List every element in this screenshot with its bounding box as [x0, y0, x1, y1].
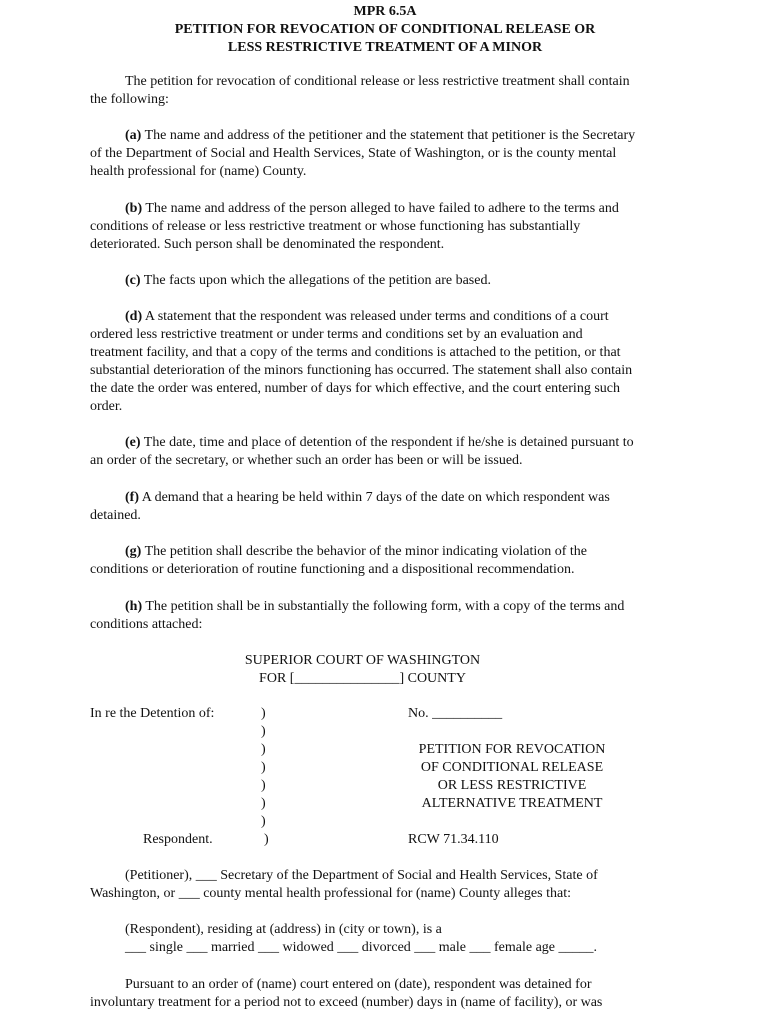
court-county: FOR [_______________] COUNTY [259, 671, 466, 686]
caption-paren: ) [264, 832, 269, 847]
rule-number: MPR 6.5A [353, 4, 417, 19]
item-line: treatment facility, and that a copy of the terms and conditions is attached to the petition, or that [90, 345, 621, 360]
case-number-label: No. __________ [408, 706, 503, 721]
item-line: conditions attached: [90, 617, 203, 632]
caption-title-line: OR LESS RESTRICTIVE [437, 778, 587, 793]
item-line: detained. [90, 508, 141, 523]
court-heading [200, 652, 525, 688]
petitioner-paragraph [90, 867, 680, 903]
item-g [90, 543, 680, 579]
caption-paren: ) [261, 706, 266, 721]
item-marker: (h) [125, 599, 143, 614]
item-d [90, 308, 680, 416]
in-re-label: In re the Detention of: [90, 706, 215, 721]
item-line: A statement that the respondent was released under terms and conditions of a court [144, 309, 609, 324]
caption-paren: ) [261, 814, 266, 829]
item-line: health professional for (name) County. [90, 164, 307, 179]
respondent-label: Respondent. [143, 832, 213, 847]
caption-paren: ) [261, 796, 266, 811]
item-line: A demand that a hearing be held within 7 days of the date on which respondent was [141, 490, 610, 505]
item-h [90, 598, 680, 634]
item-line: deteriorated. Such person shall be denominated the respondent. [90, 237, 445, 252]
petition-caption-title [382, 741, 642, 813]
item-marker: (c) [125, 273, 141, 288]
caption-paren: ) [261, 778, 266, 793]
form-line: Washington, or ___ county mental health professional for (name) County alleges that: [90, 886, 571, 901]
item-line: The date, time and place of detention of the respondent if he/she is detained pursuant to [143, 435, 634, 450]
rcw-citation: RCW 71.34.110 [408, 832, 499, 847]
item-e [90, 434, 680, 470]
form-line: (Petitioner), ___ Secretary of the Department of Social and Health Services, State of [125, 868, 598, 883]
item-a [90, 127, 680, 181]
item-line: an order of the secretary, or whether such an order has been or will be issued. [90, 453, 523, 468]
caption-title-line: PETITION FOR REVOCATION [418, 742, 606, 757]
item-b [90, 200, 680, 254]
item-marker: (e) [125, 435, 141, 450]
form-line: ___ single ___ married ___ widowed ___ divorced ___ male ___ female age _____. [125, 940, 597, 955]
caption-paren: ) [261, 724, 266, 739]
item-line: order. [90, 399, 123, 414]
court-name: SUPERIOR COURT OF WASHINGTON [244, 653, 481, 668]
item-line: The name and address of the person alleged to have failed to adhere to the terms and [145, 201, 619, 216]
caption-paren: ) [261, 760, 266, 775]
caption-title-line: ALTERNATIVE TREATMENT [421, 796, 603, 811]
item-line: ordered less restrictive treatment or under terms and conditions set by an evaluation and [90, 327, 583, 342]
caption-paren: ) [261, 742, 266, 757]
item-f [90, 489, 680, 525]
item-marker: (b) [125, 201, 143, 216]
item-marker: (g) [125, 544, 142, 559]
item-line: The petition shall be in substantially the following form, with a copy of the terms and [145, 599, 625, 614]
intro-paragraph [90, 73, 680, 109]
item-line: the date the order was entered, number of days for which effective, and the court entering such [90, 381, 620, 396]
item-c [90, 272, 680, 290]
pursuant-paragraph [90, 976, 680, 1012]
form-line: Pursuant to an order of (name) court entered on (date), respondent was detained for [125, 977, 592, 992]
item-line: The facts upon which the allegations of the petition are based. [143, 273, 491, 288]
intro-line: The petition for revocation of conditional release or less restrictive treatment shall contain [125, 74, 630, 89]
item-marker: (d) [125, 309, 143, 324]
intro-line: the following: [90, 92, 169, 107]
item-line: of the Department of Social and Health Services, State of Washington, or is the county mental [90, 146, 617, 161]
item-marker: (a) [125, 128, 142, 143]
item-line: substantial deterioration of the minors functioning has occurred. The statement shall also contain [90, 363, 633, 378]
document-title-line1: PETITION FOR REVOCATION OF CONDITIONAL RELEASE OR [174, 22, 596, 37]
item-line: conditions of release or less restrictive treatment or whose functioning has substantially [90, 219, 581, 234]
caption-title-line: OF CONDITIONAL RELEASE [420, 760, 604, 775]
form-line: involuntary treatment for a period not to exceed (number) days in (name of facility), or was [90, 995, 603, 1010]
form-line: (Respondent), residing at (address) in (city or town), is a [125, 922, 442, 937]
item-line: The name and address of the petitioner and the statement that petitioner is the Secretary [144, 128, 636, 143]
respondent-paragraph [90, 921, 680, 957]
item-line: The petition shall describe the behavior of the minor indicating violation of the [144, 544, 588, 559]
item-marker: (f) [125, 490, 139, 505]
item-line: conditions or deterioration of routine functioning and a dispositional recommendation. [90, 562, 575, 577]
document-title-line2: LESS RESTRICTIVE TREATMENT OF A MINOR [227, 40, 543, 55]
